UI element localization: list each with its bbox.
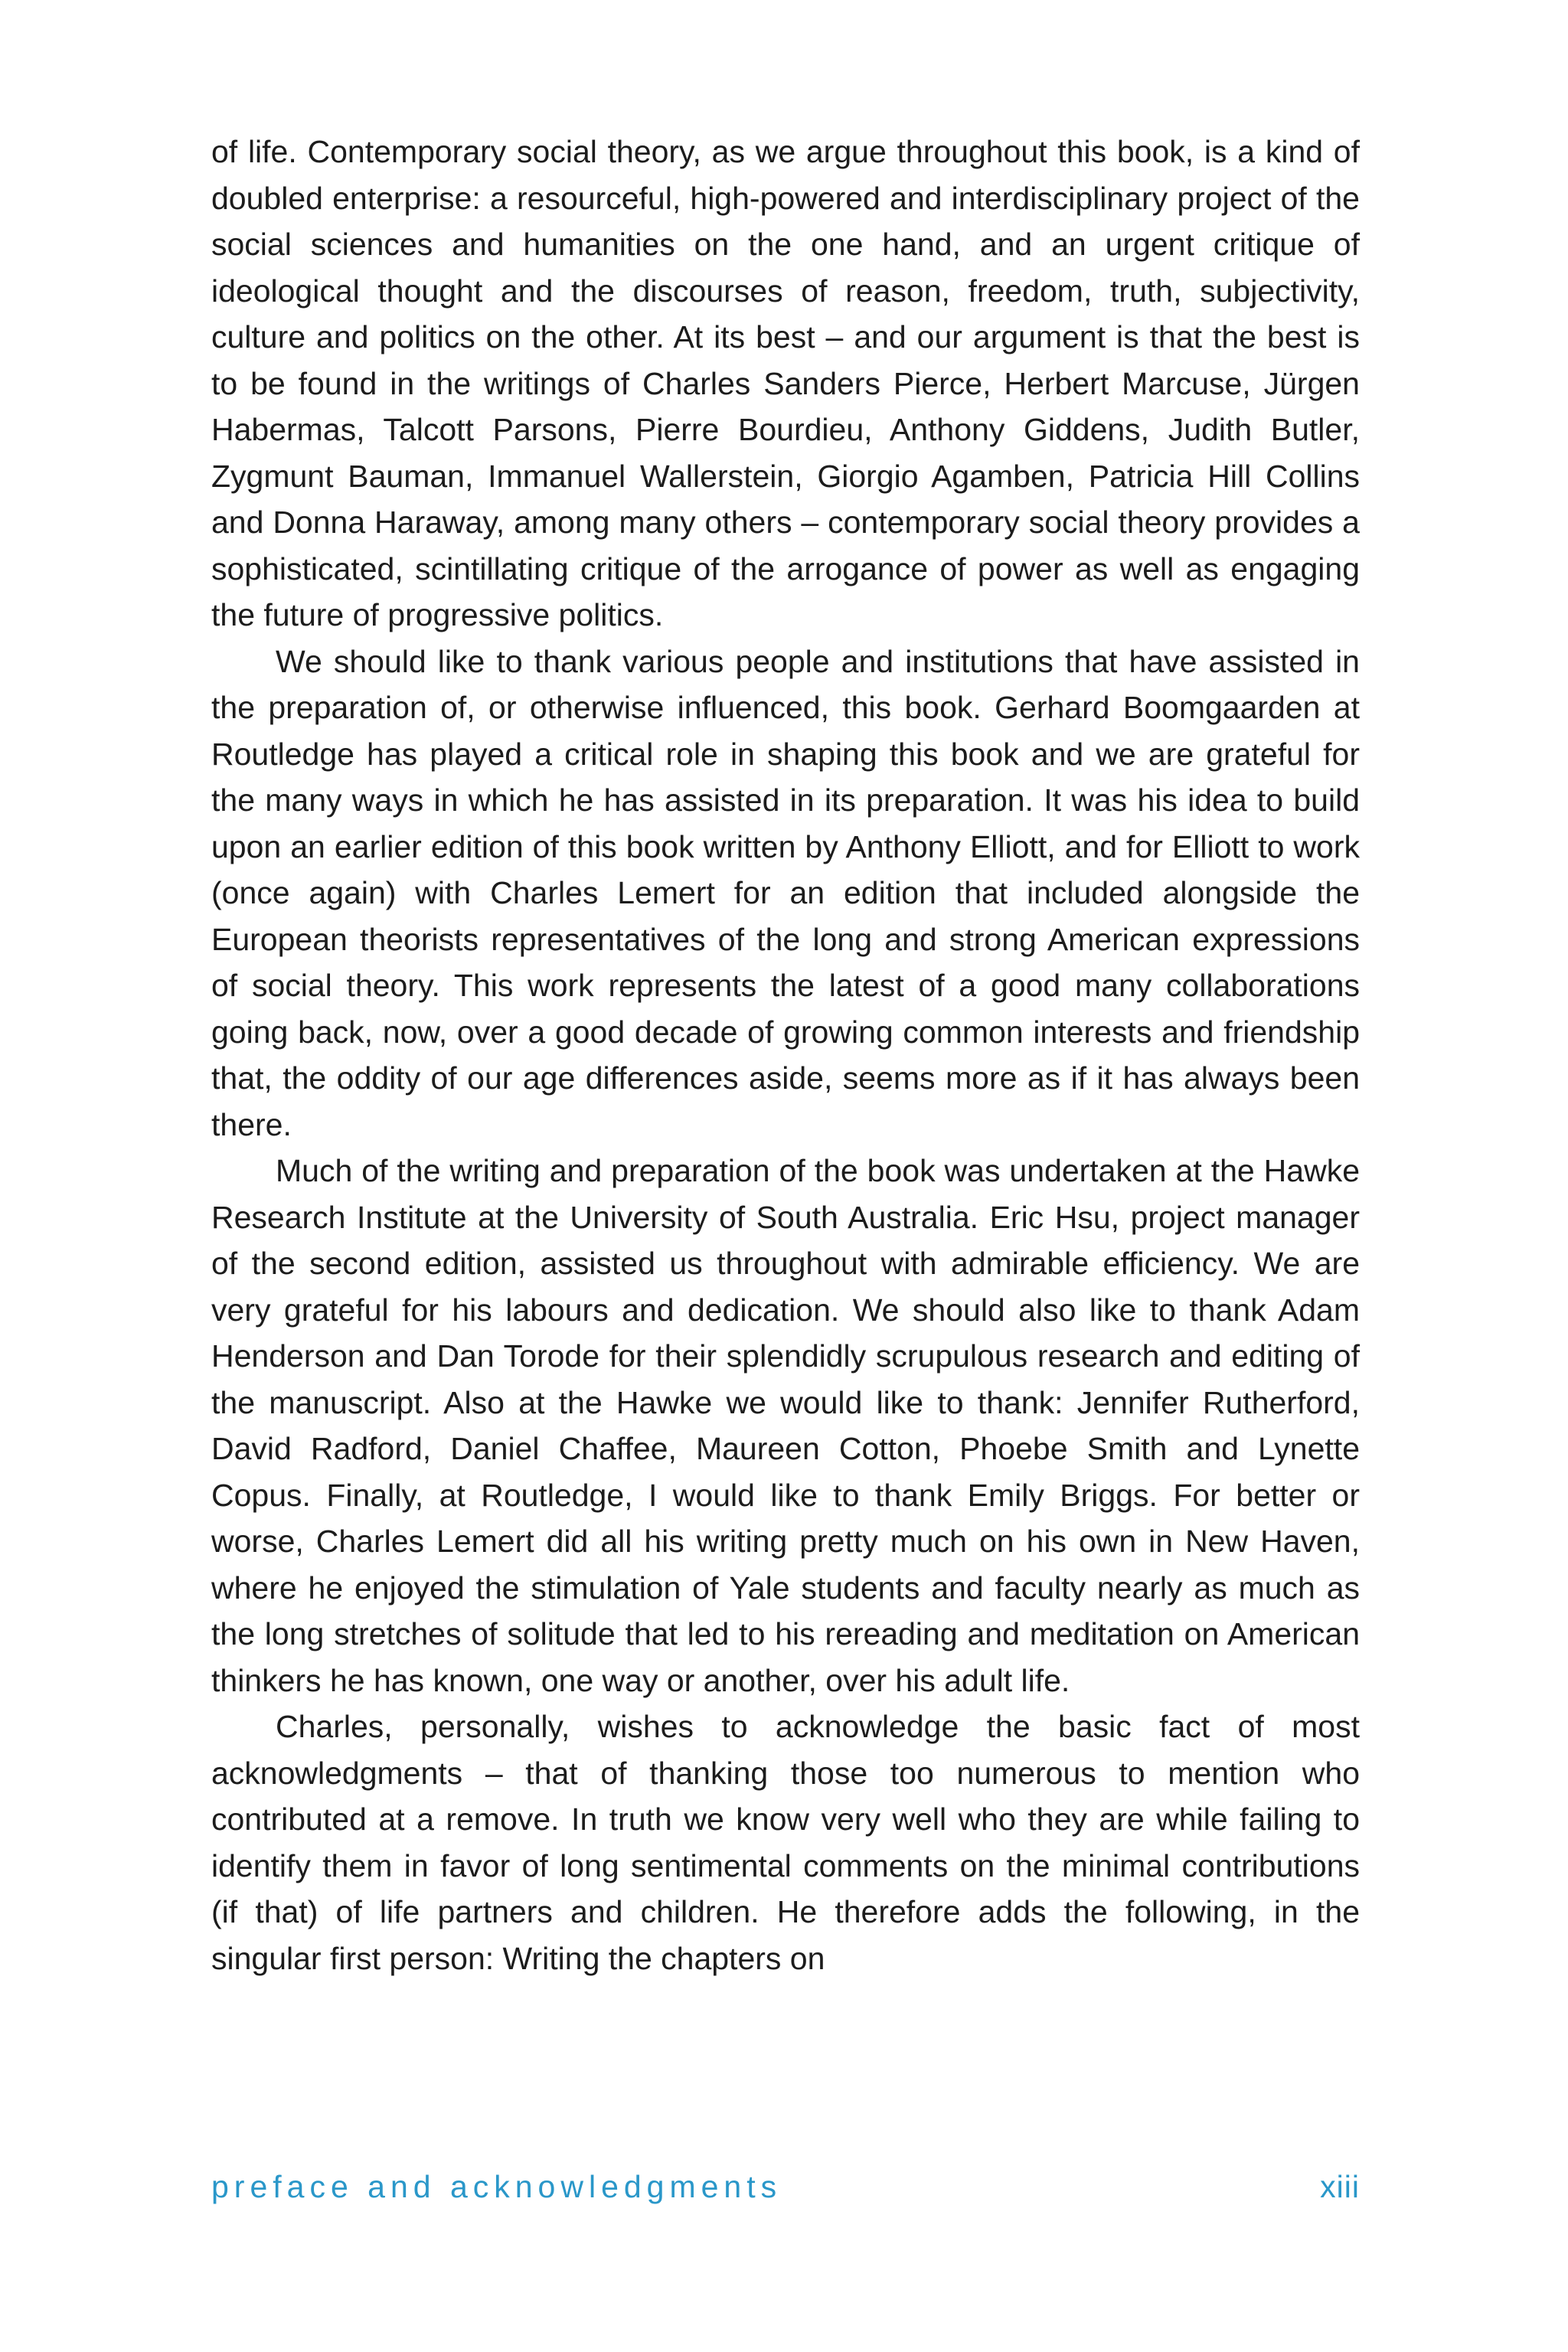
paragraph-continuation: of life. Contemporary social theory, as we argue throughout this book, is a kind of doubled enterprise: a resourceful, high-powered and interdisciplinary project of the social sciences and humanities on the one hand, and an urgent critique of ideological thought and the discourses of reason, freedom, truth, subjectivity, culture and politics on the other. At its best – and our argument is that the best is to be found in the writings of Charles Sanders Pierce, Herbert Marcuse, Jürgen Habermas, Talcott Parsons, Pierre Bourdieu, Anthony Giddens, Judith Butler, Zygmunt Bauman, Immanuel Wallerstein, Giorgio Agamben, Patricia Hill Collins and Donna Haraway, among many others – contemporary social theory provides a sophisticated, scintillating critique of the arrogance of power as well as engaging the future of progressive politics.: [211, 134, 1360, 632]
paragraph-hawke-institute: Much of the writing and preparation of the book was undertaken at the Hawke Research Institute at the University of South Australia. Eric Hsu, project manager of the second edition, assisted us throughout with admirable efficiency. We are very grateful for his labours and dedication. We should also like to thank Adam Henderson and Dan Torode for their splendidly scrupulous research and editing of the manuscript. Also at the Hawke we would like to thank: Jennifer Rutherford, David Radford, Daniel Chaffee, Maureen Cotton, Phoebe Smith and Lynette Copus. Finally, at Routledge, I would like to thank Emily Briggs. For better or worse, Charles Lemert did all his writing pretty much on his own in New Haven, where he enjoyed the stimulation of Yale students and faculty nearly as much as the long stretches of solitude that led to his rereading and meditation on American thinkers he has known, one way or another, over his adult life.: [211, 1153, 1360, 1698]
page-number: xiii: [1320, 2168, 1360, 2204]
running-head: preface and acknowledgments: [211, 2168, 782, 2204]
paragraph-charles-acknowledgment: Charles, personally, wishes to acknowledge the basic fact of most acknowledgments – that of thanking those too numerous to mention who contributed at a remove. In truth we know very well who they are while failing to identify them in favor of long sentimental comments on the minimal contributions (if that) of life partners and children. He therefore adds the following, in the singular first person: Writing the chapters on: [211, 1709, 1360, 1976]
page-body: [211, 129, 1360, 1981]
page-footer: [211, 2164, 1360, 2210]
paragraph-thanks: We should like to thank various people and institutions that have assisted in the preparation of, or otherwise influenced, this book. Gerhard Boomgaarden at Routledge has played a critical role in shaping this book and we are grateful for the many ways in which he has assisted in its preparation. It was his idea to build upon an earlier edition of this book written by Anthony Elliott, and for Elliott to work (once again) with Charles Lemert for an edition that included alongside the European theorists representatives of the long and strong American expressions of social theory. This work represents the latest of a good many collaborations going back, now, over a good decade of growing common interests and friendship that, the oddity of our age differences aside, seems more as if it has always been there.: [211, 643, 1360, 1142]
